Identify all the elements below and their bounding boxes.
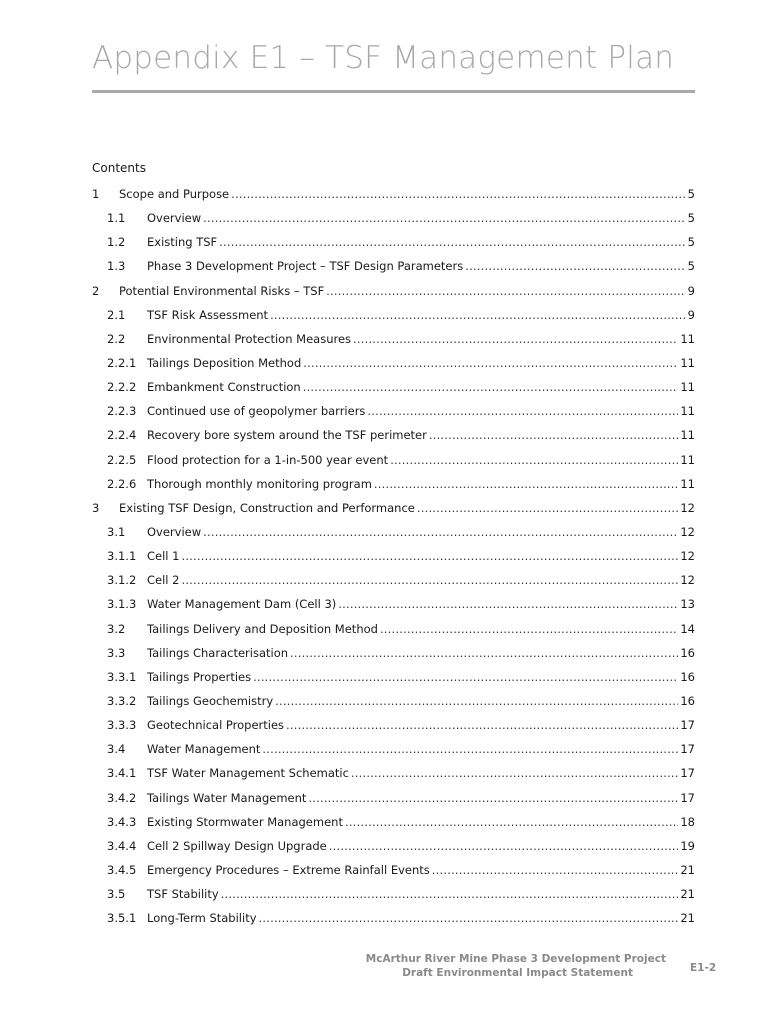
toc-entry-label[interactable]: Water Management [147, 742, 261, 757]
toc-dot-leader [270, 303, 686, 327]
toc-dot-leader [351, 761, 678, 785]
toc-entry-number: 3.1 [107, 524, 126, 539]
toc-entry[interactable] [92, 182, 695, 206]
toc-entry-page: 5 [687, 211, 695, 226]
toc-dot-leader [181, 544, 678, 568]
toc-entry-label[interactable]: Continued use of geopolymer barriers [147, 404, 366, 419]
toc-entry-number: 3.4.3 [107, 814, 137, 829]
toc-entry-label[interactable]: Geotechnical Properties [147, 718, 285, 733]
toc-entry-number: 3.1.3 [107, 597, 137, 612]
toc-entry-label[interactable]: TSF Water Management Schematic [147, 766, 349, 781]
toc-entry-number: 3.4.5 [107, 862, 137, 877]
toc-dot-leader [338, 592, 678, 616]
toc-entry[interactable] [92, 641, 695, 665]
toc-entry-page: 9 [687, 307, 695, 322]
toc-entry-page: 17 [680, 718, 695, 733]
toc-dot-leader [259, 906, 679, 930]
toc-entry-label[interactable]: TSF Stability [147, 887, 219, 902]
toc-entry-number: 3.2 [107, 621, 126, 636]
toc-entry-label[interactable]: Existing TSF Design, Construction and Performance [119, 500, 415, 515]
toc-entry-page: 18 [680, 814, 695, 829]
toc-entry-number: 1.3 [107, 259, 126, 274]
toc-dot-leader [262, 737, 678, 761]
toc-entry[interactable] [92, 810, 695, 834]
toc-dot-leader [303, 375, 679, 399]
toc-entry[interactable] [92, 858, 695, 882]
toc-entry[interactable] [92, 206, 695, 230]
toc-entry[interactable] [92, 882, 695, 906]
toc-dot-leader [181, 568, 678, 592]
toc-entry[interactable] [92, 592, 695, 616]
page-title: Appendix E1 – TSF Management Plan [92, 40, 675, 76]
toc-entry[interactable] [92, 713, 695, 737]
toc-entry-page: 21 [680, 862, 695, 877]
toc-dot-leader [231, 182, 686, 206]
toc-entry[interactable] [92, 230, 695, 254]
toc-dot-leader [432, 858, 679, 882]
toc-entry-page: 12 [680, 500, 695, 515]
toc-entry[interactable] [92, 303, 695, 327]
toc-entry-label[interactable]: Overview [147, 211, 202, 226]
toc-dot-leader [326, 279, 685, 303]
toc-dot-leader [374, 472, 678, 496]
toc-dot-leader [380, 617, 678, 641]
toc-dot-leader [465, 254, 685, 278]
toc-entry-number: 3.4.2 [107, 790, 137, 805]
toc-dot-leader [345, 810, 678, 834]
toc-dot-leader [303, 351, 678, 375]
toc-entry-number: 3.1.1 [107, 549, 137, 564]
toc-entry-page: 16 [680, 645, 695, 660]
toc-entry-page: 5 [687, 259, 695, 274]
toc-entry-label[interactable]: Tailings Deposition Method [147, 355, 302, 370]
toc-entry-label[interactable]: Cell 2 Spillway Design Upgrade [147, 838, 327, 853]
toc-entry-page: 13 [680, 597, 695, 612]
toc-entry-page: 11 [680, 428, 695, 443]
toc-entry[interactable] [92, 568, 695, 592]
toc-entry-page: 21 [680, 887, 695, 902]
toc-entry-number: 1 [92, 187, 100, 201]
toc-entry-label[interactable]: Water Management Dam (Cell 3) [147, 597, 337, 612]
toc-entry-number: 3.3 [107, 645, 126, 660]
footer [300, 952, 666, 980]
toc-entry[interactable] [92, 786, 695, 810]
toc-entry-label[interactable]: Scope and Purpose [119, 187, 230, 201]
toc-entry[interactable] [92, 520, 695, 544]
toc-entry[interactable] [92, 834, 695, 858]
page-number: E1-2 [690, 962, 717, 974]
toc-entry-page: 11 [680, 404, 695, 419]
toc-entry-label[interactable]: Tailings Geochemistry [147, 693, 274, 708]
toc-entry-number: 3.3.1 [107, 669, 137, 684]
toc-entry[interactable] [92, 279, 695, 303]
toc-dot-leader [329, 834, 679, 858]
footer-document-line: Draft Environmental Impact Statement [402, 967, 633, 979]
table-of-contents [92, 182, 695, 930]
toc-dot-leader [290, 641, 678, 665]
toc-entry-label[interactable]: Long-Term Stability [147, 911, 257, 926]
toc-entry-number: 3.4.1 [107, 766, 137, 781]
toc-entry[interactable] [92, 399, 695, 423]
toc-entry-page: 11 [680, 331, 695, 346]
toc-dot-leader [203, 520, 678, 544]
toc-entry[interactable] [92, 906, 695, 930]
toc-dot-leader [308, 786, 678, 810]
toc-entry-page: 12 [680, 524, 695, 539]
toc-entry-label[interactable]: Environmental Protection Measures [147, 331, 352, 346]
toc-entry-label[interactable]: Embankment Construction [147, 380, 301, 395]
toc-entry-label[interactable]: Cell 1 [147, 549, 180, 564]
toc-dot-leader [286, 713, 678, 737]
toc-entry-page: 21 [680, 911, 695, 926]
toc-entry-label[interactable]: Cell 2 [147, 573, 180, 588]
toc-entry[interactable] [92, 617, 695, 641]
toc-dot-leader [367, 399, 678, 423]
toc-entry-page: 5 [687, 187, 695, 201]
toc-entry-page: 12 [680, 573, 695, 588]
toc-entry-label[interactable]: Phase 3 Development Project – TSF Design Parameters [147, 259, 464, 274]
footer-project-line: McArthur River Mine Phase 3 Development Project [365, 953, 666, 965]
toc-entry-page: 17 [680, 766, 695, 781]
toc-entry[interactable] [92, 496, 695, 520]
toc-entry-page: 5 [687, 235, 695, 250]
toc-dot-leader [429, 423, 679, 447]
toc-entry-page: 11 [680, 476, 695, 491]
toc-entry-page: 11 [680, 380, 695, 395]
toc-entry-page: 14 [680, 621, 695, 636]
toc-entry-label[interactable]: Tailings Delivery and Deposition Method [147, 621, 378, 636]
toc-entry-number: 2.2.5 [107, 452, 137, 467]
toc-entry-number: 2 [92, 283, 100, 298]
toc-dot-leader [253, 665, 678, 689]
toc-entry-number: 1.2 [107, 235, 126, 250]
toc-entry[interactable] [92, 472, 695, 496]
toc-entry[interactable] [92, 761, 695, 785]
toc-dot-leader [221, 882, 679, 906]
toc-entry[interactable] [92, 351, 695, 375]
toc-entry-label[interactable]: TSF Risk Assessment [147, 307, 269, 322]
toc-entry-number: 1.1 [107, 211, 126, 226]
toc-entry-number: 3.3.3 [107, 718, 137, 733]
toc-entry-number: 3.5.1 [107, 911, 137, 926]
toc-entry[interactable] [92, 665, 695, 689]
toc-dot-leader [417, 496, 678, 520]
toc-dot-leader [353, 327, 678, 351]
toc-entry[interactable] [92, 448, 695, 472]
toc-entry-label[interactable]: Emergency Procedures – Extreme Rainfall Events [147, 862, 430, 877]
toc-entry-number: 3.5 [107, 887, 126, 902]
toc-entry-number: 3 [92, 500, 100, 515]
toc-entry-number: 2.2.3 [107, 404, 137, 419]
toc-entry-number: 3.1.2 [107, 573, 137, 588]
toc-entry-number: 2.2.1 [107, 355, 137, 370]
toc-entry-page: 17 [680, 790, 695, 805]
toc-entry-label[interactable]: Overview [147, 524, 202, 539]
toc-entry-label[interactable]: Thorough monthly monitoring program [147, 476, 372, 491]
toc-dot-leader [390, 448, 678, 472]
toc-entry-page: 11 [680, 355, 695, 370]
toc-entry-number: 2.2.2 [107, 380, 137, 395]
toc-entry-number: 3.4 [107, 742, 126, 757]
toc-entry[interactable] [92, 689, 695, 713]
toc-entry-label[interactable]: Existing Stormwater Management [147, 814, 343, 829]
toc-entry-number: 3.4.4 [107, 838, 137, 853]
toc-entry-number: 2.2.4 [107, 428, 137, 443]
toc-entry-page: 17 [680, 742, 695, 757]
toc-entry-label[interactable]: Potential Environmental Risks – TSF [119, 283, 325, 298]
toc-entry-page: 12 [680, 549, 695, 564]
toc-entry-page: 11 [680, 452, 695, 467]
toc-entry[interactable] [92, 327, 695, 351]
contents-heading: Contents [92, 161, 146, 175]
toc-entry[interactable] [92, 737, 695, 761]
toc-entry-number: 2.1 [107, 307, 126, 322]
toc-entry-page: 9 [687, 283, 695, 298]
toc-entry-label[interactable]: Tailings Properties [147, 669, 252, 684]
toc-entry-page: 19 [680, 838, 695, 853]
toc-entry-label[interactable]: Recovery bore system around the TSF perimeter [147, 428, 427, 443]
toc-entry-label[interactable]: Flood protection for a 1-in-500 year event [147, 452, 389, 467]
toc-entry-number: 3.3.2 [107, 693, 137, 708]
toc-entry-page: 16 [680, 693, 695, 708]
toc-entry-label[interactable]: Existing TSF [147, 235, 218, 250]
toc-entry-label[interactable]: Tailings Characterisation [147, 645, 289, 660]
toc-entry[interactable] [92, 544, 695, 568]
title-rule [92, 90, 695, 93]
toc-dot-leader [275, 689, 678, 713]
toc-dot-leader [203, 206, 686, 230]
toc-entry-number: 2.2.6 [107, 476, 137, 491]
toc-entry-page: 16 [680, 669, 695, 684]
toc-entry[interactable] [92, 254, 695, 278]
toc-entry-number: 2.2 [107, 331, 126, 346]
toc-entry-label[interactable]: Tailings Water Management [147, 790, 307, 805]
toc-entry[interactable] [92, 375, 695, 399]
toc-dot-leader [219, 230, 686, 254]
toc-entry[interactable] [92, 423, 695, 447]
